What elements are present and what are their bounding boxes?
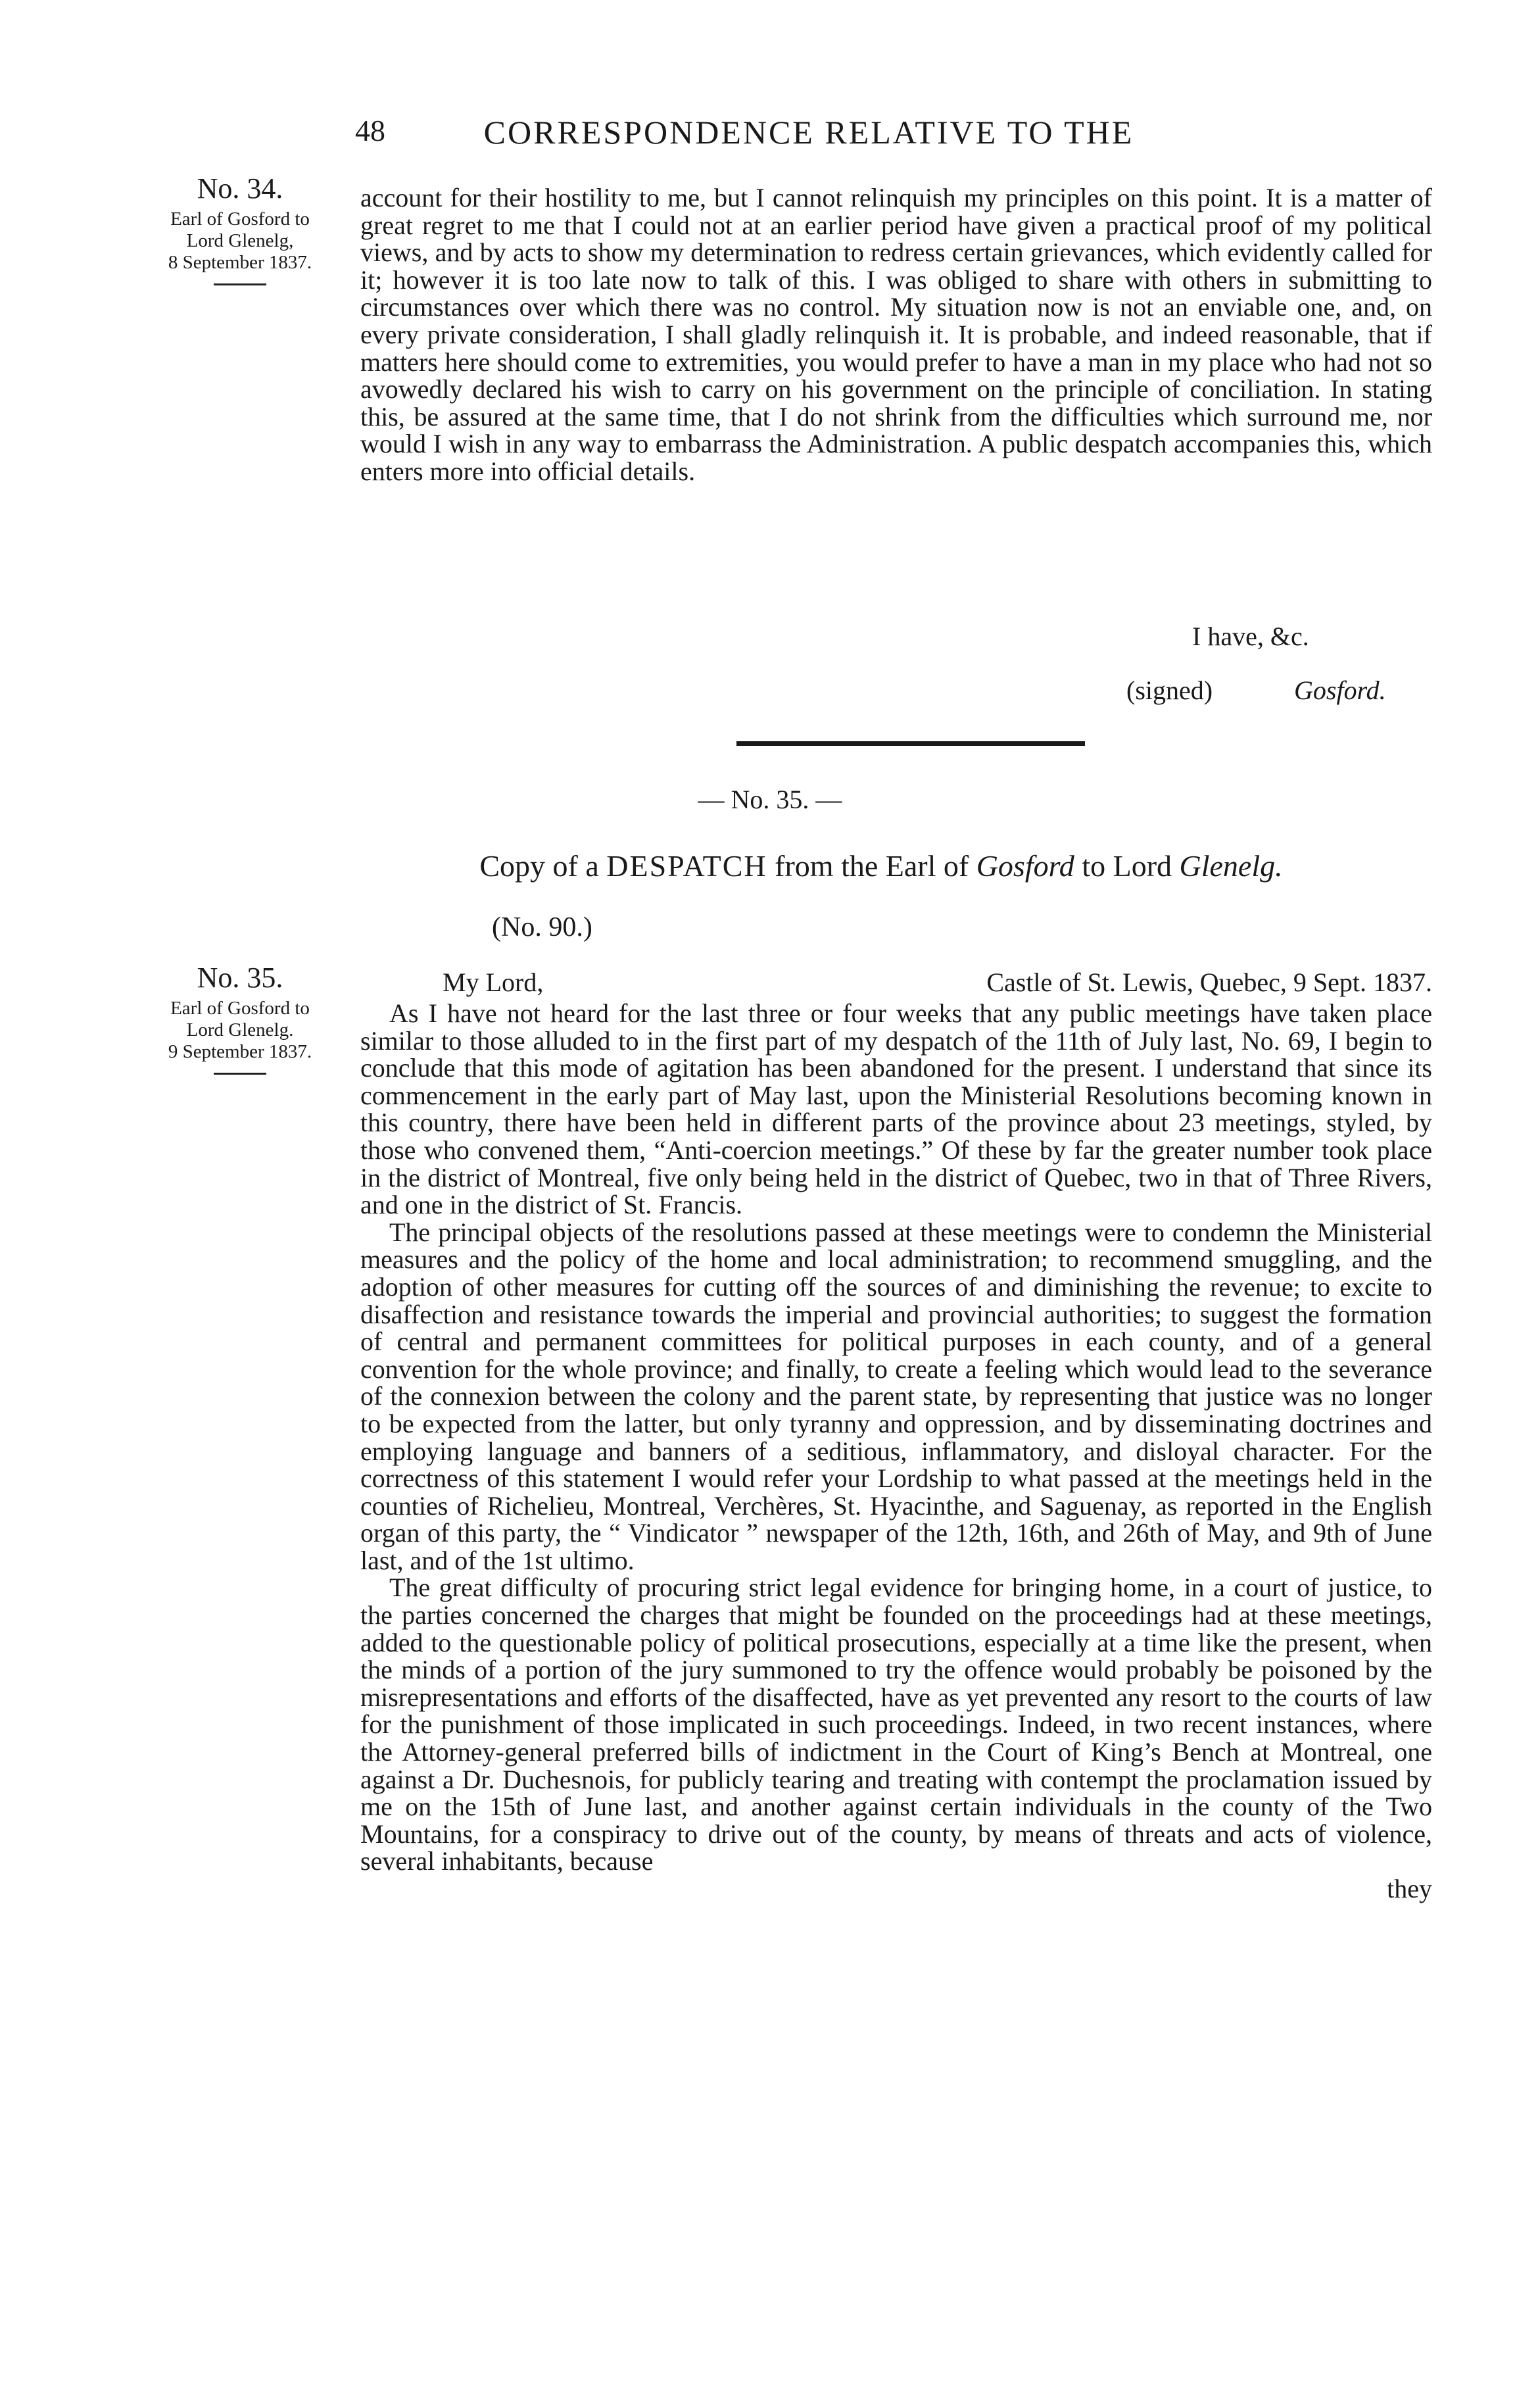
paragraph: The principal objects of the resolutions passed at these meetings were to condemn the Ministerial measures and the policy of the home and local administration; to recommend smuggling, and the adoption of other measures for cutting off the sources of and diminishing the revenue; to excite to disaffection and resistance towards the imperial and provincial authorities; to suggest the formation of central and permanent committees for political purposes in each county, and of a general convention for the whole province; and finally, to create a feeling which would lead to the severance of the connexion between the colony and the parent state, by representing that justice was no longer to be expected from the latter, but only tyranny and oppression, and by disseminating doctrines and employing language and banners of a seditious, inflammatory, and disloyal character. For the correctness of this statement I would refer your Lordship to what passed at the meetings held in the counties of Richelieu, Montreal, Verchères, St. Hyacinthe, and Saguenay, as reported in the English organ of this party, the “ Vindicator ” newspaper of the 12th, 16th, and 26th of May, and 9th of June last, and of the 1st ultimo. [360, 1217, 1432, 1575]
signature: Gosford. [1294, 675, 1386, 705]
despatch-heading [329, 848, 1433, 883]
despatch-number: (No. 90.) [492, 912, 592, 942]
catchword: they [1387, 1874, 1432, 1903]
paragraph: account for their hostility to me, but I cannot relinquish my principles on this point. It is a matter of great regret to me that I could not at an earlier period have given a practical proof of my political views, and by acts to show my determination to redress certain grievances, which evidently called for it; however it is too late now to talk of this. I was obliged to share with others in submitting to circumstances over which there was no control. My situation now is not an enviable one, and, on every private consideration, I shall gladly relinquish it. It is probable, and indeed reasonable, that if matters here should come to extremities, you would prefer to have a man in my place who had not so avowedly declared his wish to carry on his government on the principle of conciliation. In stating this, be assured at the same time, that I do not shrink from the difficulties which surround me, nor would I wish in any way to embarrass the Administration. A public despatch accompanies this, which enters more into official details. [360, 183, 1432, 486]
paragraph: As I have not heard for the last three or four weeks that any public meetings have taken place similar to those alluded to in the first part of my despatch of the 11th of July last, No. 69, I begin to conclude that this mode of agitation has been abandoned for the present. I understand that since its commencement in the early part of May last, upon the Ministerial Resolutions becoming known in this country, there have been held in different parts of the province about 23 meetings, styled, by those who convened them, “Anti-coercion meetings.” Of these by far the greater number took place in the district of Montreal, five only being held in the district of Quebec, two in that of Three Rivers, and one in the district of St. Francis. [360, 998, 1432, 1220]
margin-note-34 [118, 172, 362, 285]
heading-prefix: Copy of a [479, 849, 607, 883]
closing-formula: I have, &c. [1192, 622, 1309, 651]
margin-note-line: 8 September 1837. [168, 252, 312, 274]
page-number: 48 [355, 114, 385, 147]
margin-note-line: 9 September 1837. [168, 1041, 312, 1063]
letter-34-closing [360, 621, 1432, 706]
salutation-row [360, 967, 1432, 1000]
margin-note-line: Earl of Gosford to [170, 208, 310, 230]
margin-note-line: Lord Glenelg. [186, 1019, 294, 1040]
letter-34-body [360, 184, 1432, 485]
salutation: My Lord, [443, 967, 544, 997]
running-head [355, 113, 1263, 153]
margin-note-line: Lord Glenelg, [186, 230, 294, 251]
heading-recipient: Glenelg. [1179, 849, 1283, 883]
margin-note-number: No. 34. [197, 172, 283, 205]
paragraph: The great difficulty of procuring strict legal evidence for bringing home, in a court of justice, to the parties concerned the charges that might be founded on the proceedings had at these meetings, added to the questionable policy of political prosecutions, especially at a time like the present, when the minds of a portion of the jury summoned to try the offence would probably be poisoned by the misrepresentations and efforts of the disaffected, have as yet prevented any resort to the courts of law for the punishment of those implicated in such proceedings. Indeed, in two recent instances, where the Attorney-general preferred bills of indictment in the Court of King’s Bench at Montreal, one against a Dr. Duchesnois, for publicly tearing and treating with contempt the proclamation issued by me on the 15th of June last, and another against certain individuals in the county of the Two Mountains, for a conspiracy to drive out of the county, by means of threats and acts of violence, several inhabitants, because [360, 1573, 1432, 1876]
section-number: — No. 35. — [698, 785, 842, 814]
margin-note-rule [214, 1073, 266, 1075]
margin-note-rule [214, 283, 266, 285]
section-divider [736, 741, 1085, 746]
heading-despatch: DESPATCH [606, 849, 767, 883]
letter-35-body [360, 1000, 1432, 1903]
heading-sender: Gosford [976, 849, 1074, 883]
heading-mid: to Lord [1074, 849, 1180, 883]
margin-note-line: Earl of Gosford to [170, 997, 310, 1019]
margin-note-number: No. 35. [197, 962, 283, 994]
heading-mid: from the Earl of [767, 849, 976, 883]
dateline: Castle of St. Lewis, Quebec, 9 Sept. 1837. [986, 967, 1432, 997]
margin-note-35 [118, 962, 362, 1075]
signed-label: (signed) [1126, 675, 1213, 705]
running-title: CORRESPONDENCE RELATIVE TO THE [483, 114, 1134, 151]
